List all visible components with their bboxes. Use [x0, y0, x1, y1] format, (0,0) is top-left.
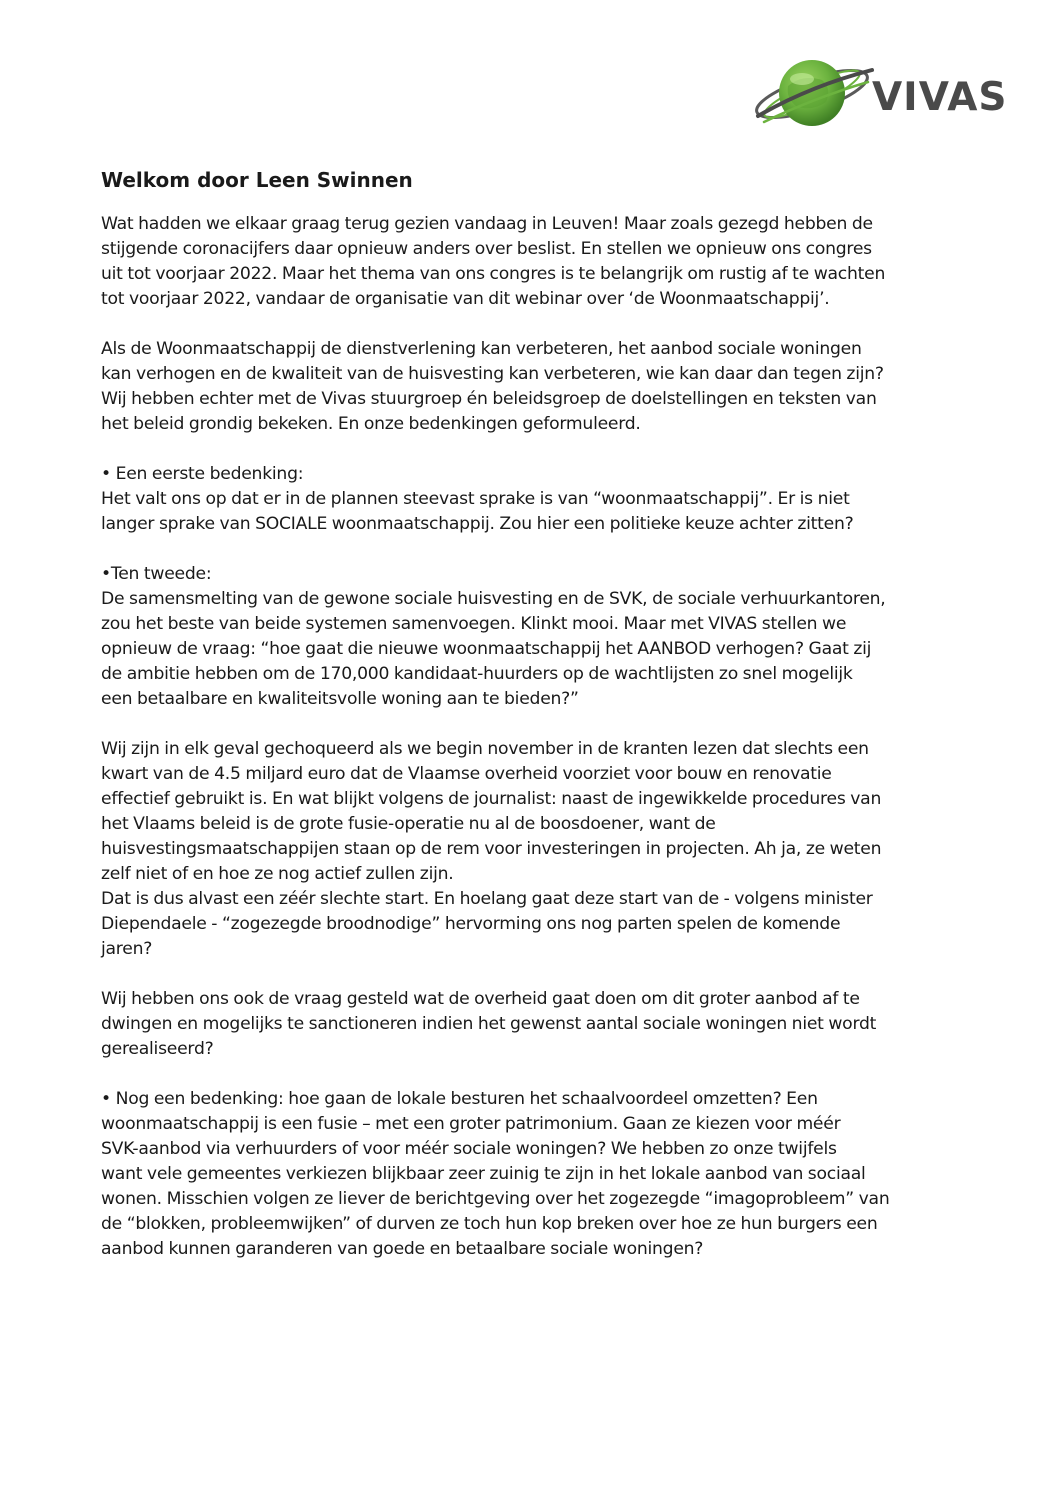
paragraph-first-remark: • Een eerste bedenking: Het valt ons op dat er in de plannen steevast sprake is van “woonmaatschappij”. Er is niet langer sprake van SOCIALE woonmaatschappij. Zou hier een politieke keuze achter zitten?: [101, 464, 854, 534]
logo-text: VIVAS: [872, 75, 1008, 120]
paragraph-government-question: Wij hebben ons ook de vraag gesteld wat de overheid gaat doen om dit groter aanbod af te dwingen en mogelijks te sanctioneren indien het gewenst aantal sociale woningen niet wordt gerealiseerd?: [101, 989, 877, 1059]
document-body: [101, 164, 981, 1287]
globe-swoosh-icon: [750, 46, 1010, 140]
paragraph-another-remark: • Nog een bedenking: hoe gaan de lokale besturen het schaalvoordeel omzetten? Een woonmaatschappij is een fusie – met een groter patrimonium. Gaan ze kiezen voor méér SVK-aanbod via verhuurders of voor méér sociale woningen? We hebben zo onze twijfels want vele gemeentes verkiezen blijkbaar zeer zuinig te zijn in het lokale aanbod van sociaal wonen. Misschien volgen ze liever de berichtgeving over het zogezegde “imagoprobleem” van de “blokken, probleemwijken” of durven ze toch hun kop breken over hoe ze hun burgers een aanbod kunnen garanderen van goede en betaalbare sociale woningen?: [101, 1089, 890, 1259]
paragraph-intro: Wat hadden we elkaar graag terug gezien vandaag in Leuven! Maar zoals gezegd hebben de stijgende coronacijfers daar opnieuw anders over beslist. En stellen we opnieuw ons congres uit tot voorjaar 2022. Maar het thema van ons congres is te belangrijk om rustig af te wachten tot voorjaar 2022, vandaar de organisatie van dit webinar over ‘de Woonmaatschappij’.: [101, 214, 886, 309]
document-title: Welkom door Leen Swinnen: [101, 168, 413, 192]
paragraph-second-remark: •Ten tweede: De samensmelting van de gewone sociale huisvesting en de SVK, de sociale verhuurkantoren, zou het beste van beide systemen samenvoegen. Klinkt mooi. Maar met VIVAS stellen we opnieuw de vraag: “hoe gaat die nieuwe woonmaatschappij het AANBOD verhogen? Gaat zij de ambitie hebben om de 170,000 kandidaat-huurders op de wachtlijsten zo snel mogelijk een betaalbare en kwaliteitsvolle woning aan te bieden?”: [101, 564, 886, 709]
vivas-logo: [750, 46, 1010, 140]
paragraph-shocked: Wij zijn in elk geval gechoqueerd als we begin november in de kranten lezen dat slechts een kwart van de 4.5 miljard euro dat de Vlaamse overheid voorziet voor bouw en renovatie effectief gebruikt is. En wat blijkt volgens de journalist: naast de ingewikkelde procedures van het Vlaams beleid is de grote fusie-operatie nu al de boosdoener, want de huisvestingsmaatschappijen staan op de rem voor investeringen in projecten. Ah ja, ze weten zelf niet of en hoe ze nog actief zullen zijn. Dat is dus alvast een zéér slechte start. En hoelang gaat deze start van de - volgens minister Diependaele - “zogezegde broodnodige” hervorming ons nog parten spelen de komende jaren?: [101, 739, 882, 959]
paragraph-woonmaatschappij: Als de Woonmaatschappij de dienstverlening kan verbeteren, het aanbod sociale woningen kan verhogen en de kwaliteit van de huisvesting kan verbeteren, wie kan daar dan tegen zijn? Wij hebben echter met de Vivas stuurgroep én beleidsgroep de doelstellingen en teksten van het beleid grondig bekeken. En onze bedenkingen geformuleerd.: [101, 339, 884, 434]
